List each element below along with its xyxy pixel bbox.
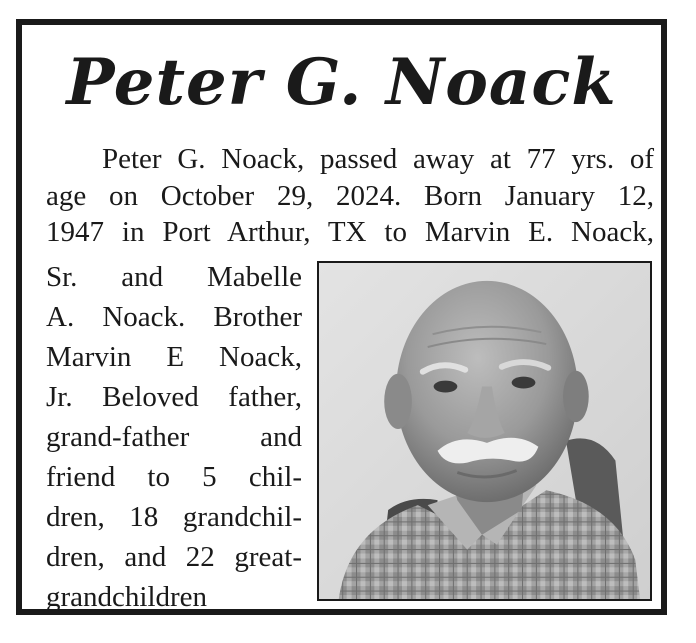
ear-right (563, 371, 589, 422)
obituary-frame (16, 19, 667, 615)
intro-line: age on October 29, 2024. Born January 12, (46, 179, 654, 212)
eye-right (512, 377, 536, 389)
column-line: dren, 18 grandchil- (46, 501, 302, 533)
column-line: grand-father and (46, 421, 302, 453)
intro-line: 1947 in Port Arthur, TX to Marvin E. Noack, (46, 216, 654, 248)
column-line: Marvin E Noack, (46, 341, 302, 373)
column-line: friend to 5 chil- (46, 461, 302, 493)
intro-paragraph (46, 141, 654, 251)
wrapped-paragraph (46, 257, 302, 617)
eye-left (434, 381, 458, 393)
column-line: A. Noack. Brother (46, 301, 302, 333)
obituary-title: Peter G. Noack (66, 45, 617, 120)
ear-left (384, 374, 412, 429)
portrait-photo (317, 261, 652, 601)
column-line: grandchildren (46, 581, 208, 613)
portrait-image (319, 263, 650, 599)
intro-line: Peter G. Noack, passed away at 77 yrs. of (102, 143, 654, 175)
column-line: dren, and 22 great- (46, 541, 302, 573)
column-line: Sr. and Mabelle (46, 261, 302, 293)
column-line: Jr. Beloved father, (46, 381, 302, 413)
